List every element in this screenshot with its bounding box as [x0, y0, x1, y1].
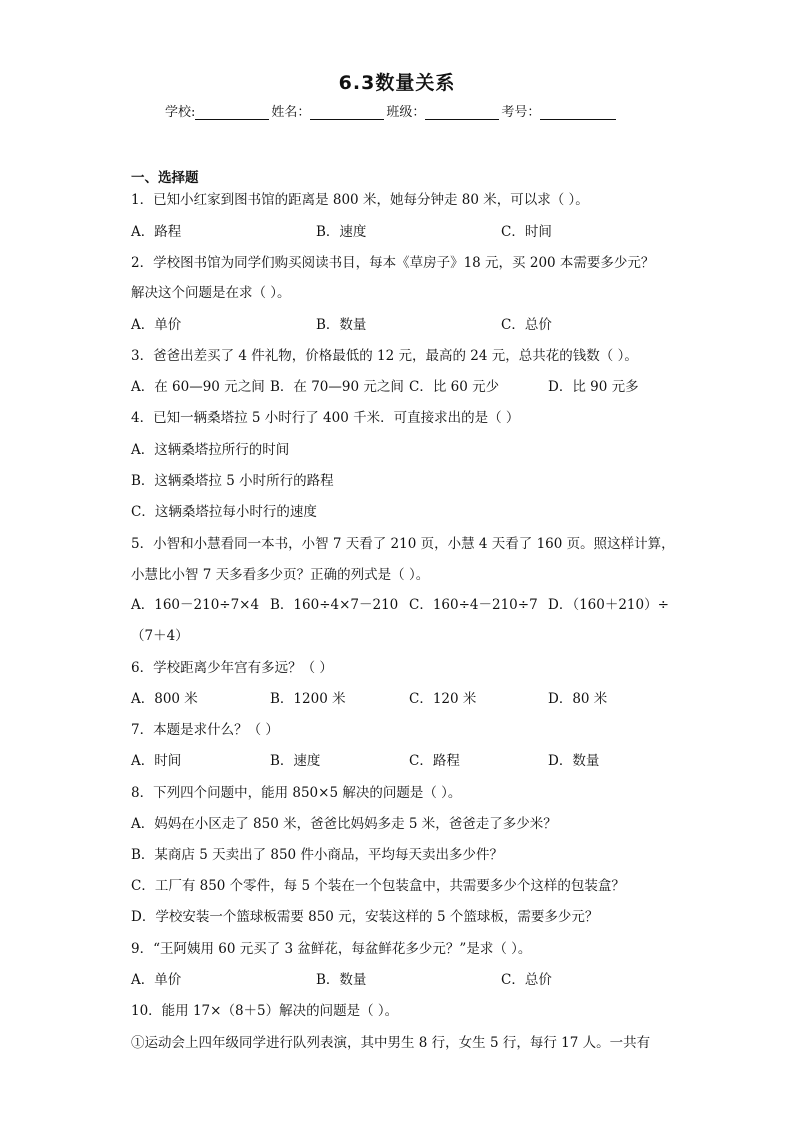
school-label: 学校: [165, 105, 196, 120]
option-c[interactable]: C．时间 [501, 224, 552, 240]
option-b[interactable]: B．1200 米 [270, 691, 346, 707]
school-field[interactable] [195, 105, 269, 120]
option-a[interactable]: A．时间 [131, 753, 182, 769]
question-3-text: 3．爸爸出差买了 4 件礼物，价格最低的 12 元，最高的 24 元，总共花的钱数（ ）。 [131, 348, 638, 364]
question-1-text: 1．已知小红家到图书馆的距离是 800 米，她每分钟走 80 米，可以求（ ）。 [131, 192, 589, 208]
option-d[interactable]: D．学校安装一个篮球板需要 850 元，安装这样的 5 个篮球板，需要多少元？ [131, 909, 599, 925]
question-6-text: 6．学校距离少年宫有多远？（ ） [131, 660, 333, 676]
question-5-text: 5．小智和小慧看同一本书，小智 7 天看了 210 页，小慧 4 天看了 160 页。照这样计算， [131, 536, 675, 552]
exam-no-label: 考号： [501, 105, 541, 120]
option-c[interactable]: C．120 米 [409, 691, 477, 707]
class-field[interactable] [425, 105, 499, 120]
option-c[interactable]: C．总价 [501, 972, 552, 988]
option-d[interactable]: D．比 90 元多 [548, 379, 639, 395]
question-4-text: 4．已知一辆桑塔拉 5 小时行了 400 千米．可直接求出的是（ ） [131, 410, 520, 426]
option-a[interactable]: A．路程 [131, 224, 182, 240]
option-c[interactable]: C．工厂有 850 个零件，每 5 个装在一个包装盒中，共需要多少个这样的包装盒？ [131, 878, 625, 894]
option-b[interactable]: B．在 70—90 元之间 [270, 379, 404, 395]
option-c[interactable]: C．路程 [409, 753, 460, 769]
option-b[interactable]: B．数量 [316, 972, 367, 988]
class-label: 班级： [386, 105, 426, 120]
option-c[interactable]: C．比 60 元少 [409, 379, 500, 395]
question-9-text: 9．“王阿姨用 60 元买了 3 盆鲜花，每盆鲜花多少元？”是求（ ）。 [131, 941, 532, 957]
question-8-text: 8．下列四个问题中，能用 850×5 解决的问题是（ ）。 [131, 785, 462, 801]
student-info-row [165, 102, 645, 120]
name-label: 姓名： [271, 105, 311, 120]
section-title: 一、选择题 [131, 170, 199, 186]
question-9-options [131, 971, 691, 989]
option-b[interactable]: B．速度 [316, 224, 367, 240]
question-7-options [131, 752, 691, 770]
name-field[interactable] [310, 105, 384, 120]
option-a[interactable]: A．160－210÷7×4 [131, 597, 260, 613]
question-2-text: 2．学校图书馆为同学们购买阅读书目，每本《草房子》18 元，买 200 本需要多少元？ [131, 255, 655, 271]
question-2-text-cont: 解决这个问题是在求（ ）。 [131, 285, 291, 301]
question-6-options [131, 690, 691, 708]
option-c[interactable]: C．总价 [501, 317, 552, 333]
option-a[interactable]: A．这辆桑塔拉所行的时间 [131, 442, 290, 458]
option-b[interactable]: B．数量 [316, 317, 367, 333]
option-b[interactable]: B．160÷4×7－210 [270, 597, 399, 613]
option-d[interactable]: D．（160＋210）÷ [548, 597, 669, 613]
option-b[interactable]: B．这辆桑塔拉 5 小时所行的路程 [131, 473, 334, 489]
question-10-text: 10．能用 17×（8＋5）解决的问题是（ ）。 [131, 1003, 399, 1019]
question-7-text: 7．本题是求什么？（ ） [131, 722, 279, 738]
exam-no-field[interactable] [540, 105, 616, 120]
option-a[interactable]: A．单价 [131, 317, 182, 333]
option-c[interactable]: C．这辆桑塔拉每小时行的速度 [131, 504, 317, 520]
option-a[interactable]: A．800 米 [131, 691, 198, 707]
option-d[interactable]: D．80 米 [548, 691, 608, 707]
question-2-options [131, 316, 691, 334]
option-a[interactable]: A．在 60—90 元之间 [131, 379, 265, 395]
question-3-options [131, 378, 691, 396]
option-a[interactable]: A．妈妈在小区走了 850 米，爸爸比妈妈多走 5 米，爸爸走了多少米？ [131, 816, 557, 832]
option-d[interactable]: D．数量 [548, 753, 600, 769]
page-title: 6.3数量关系 [338, 72, 456, 94]
question-1-options [131, 223, 691, 241]
question-5-options [131, 596, 691, 614]
question-5-text-cont: 小慧比小智 7 天多看多少页？正确的列式是（ ）。 [131, 567, 430, 583]
option-a[interactable]: A．单价 [131, 972, 182, 988]
option-d-cont: （7＋4） [131, 628, 189, 644]
question-10-item-1: ①运动会上四年级同学进行队列表演，其中男生 8 行，女生 5 行，每行 17 人。一共有 [131, 1035, 651, 1051]
option-b[interactable]: B．速度 [270, 753, 321, 769]
option-b[interactable]: B．某商店 5 天卖出了 850 件小商品，平均每天卖出多少件？ [131, 847, 503, 863]
option-c[interactable]: C．160÷4－210÷7 [409, 597, 538, 613]
